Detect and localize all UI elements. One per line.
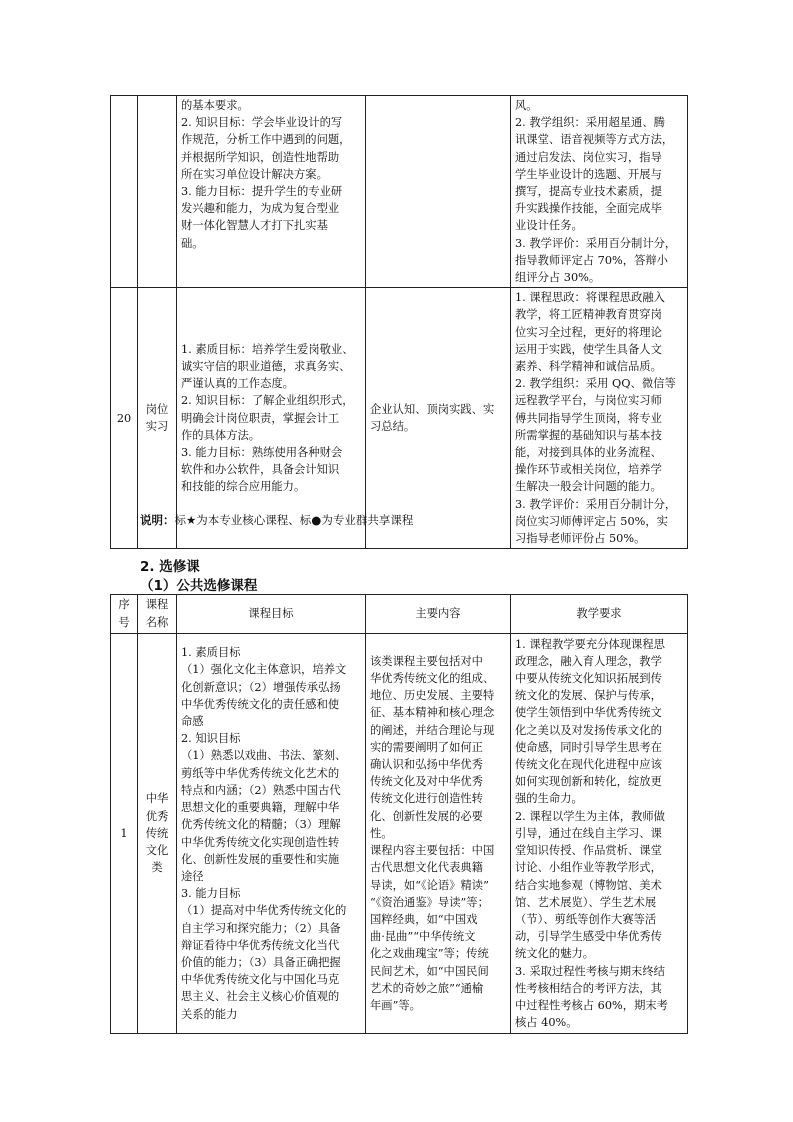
- text-line: 指导教师评定占 70%，答辩小: [515, 253, 668, 267]
- subsection-title: （1）公共选修课程: [140, 578, 258, 594]
- text-line: 发兴趣和能力，为成为复合型业: [181, 202, 340, 216]
- text-line: （1）熟悉以戏曲、书法、篆刻、: [181, 749, 347, 763]
- header-main-content: 主要内容: [366, 595, 511, 634]
- text-line: 通过启发法、岗位实习，指导: [515, 150, 662, 164]
- header-teaching-req: 教学要求: [511, 595, 688, 634]
- text-line: 性。: [370, 826, 393, 840]
- course-goal-cell: [177, 288, 366, 549]
- text-line: 运用于实践，使学生具备人文: [515, 342, 662, 356]
- text-line: 化、创新性发展的重要性和实施: [181, 852, 340, 866]
- note-text: 标★为本专业核心课程、标●为专业群共享课程: [174, 513, 414, 527]
- course-name-cell: [138, 634, 177, 1034]
- text-line: 傅共同指导学生顶岗，将专业: [515, 411, 662, 425]
- row-number-cell: [111, 96, 138, 288]
- text-line: 3. 教学评价：采用百分制计分，: [515, 236, 677, 250]
- text-line: 征、基本精神和核心理念: [370, 706, 495, 720]
- text-line: 组评分占 30%。: [515, 271, 601, 285]
- header-number: [111, 595, 138, 634]
- text-line: 价值的能力；（3）具备正确把握: [181, 955, 341, 969]
- text-line: 化之美以及对发扬传承文化的: [515, 723, 662, 737]
- text-line: 古代思想文化代表典籍: [370, 861, 483, 875]
- main-content-cell: [366, 288, 511, 549]
- text-line: 3. 能力目标：熟练使用各种财会: [181, 446, 343, 460]
- text-line: 华优秀传统文化的组成、: [370, 672, 495, 686]
- text-line: 风。: [515, 99, 538, 112]
- text-line: 2. 教学组织：采用超星通、腾: [515, 116, 665, 130]
- course-name-cell: [138, 288, 177, 549]
- course-goal-cell: [177, 96, 366, 288]
- text-line: 核占 40%。: [515, 1016, 578, 1030]
- text-line: 统文化的魅力。: [515, 947, 595, 961]
- text-line: 传统文化进行创造性转: [370, 792, 483, 806]
- text-line: 生解决一般会计问题的能力。: [515, 480, 662, 494]
- text-line: 该类课程主要包括对中: [370, 654, 483, 668]
- text-line: 所在实习单位设计解决方案。: [181, 167, 328, 181]
- text-line: 确认识和弘扬中华优秀: [370, 758, 483, 772]
- section-title: 2. 选修课: [140, 559, 200, 575]
- text-line: 实的需要阐明了如何正: [370, 740, 483, 754]
- course-name-cell: [138, 96, 177, 288]
- text-line: 化创新意识；（2）增强传承弘扬: [181, 680, 341, 694]
- text-line: 中华优秀传统文化的责任感和使: [181, 697, 340, 711]
- text-line: 途径: [181, 869, 204, 883]
- text-line: （1）强化文化主体意识，培养文: [181, 663, 347, 677]
- text-line: 中华: [145, 792, 169, 806]
- main-content-cell: [366, 96, 511, 288]
- text-line: 堂知识传授、作品赏析、课堂: [515, 844, 662, 858]
- text-line: 业设计任务。: [515, 219, 583, 233]
- text-line: 化之戏曲瑰宝”等；传统: [370, 947, 489, 961]
- text-line: 远程教学平台，与岗位实习师: [515, 394, 662, 408]
- text-line: 文化: [145, 844, 169, 858]
- text-line: 国粹经典，如“中国戏: [370, 912, 478, 926]
- text-line: 习指导老师评份占 50%。: [515, 532, 646, 546]
- course-goal-cell: [177, 634, 366, 1034]
- text-line: 结合实地参观（博物馆、美术: [515, 878, 662, 892]
- text-line: 础。: [181, 236, 204, 250]
- text-line: 学生毕业设计的选题、开展与: [515, 167, 662, 181]
- text-line: 化、创新性发展的必要: [370, 809, 483, 823]
- text-line: 序: [118, 598, 130, 611]
- text-line: 的基本要求。: [181, 99, 249, 112]
- text-line: 作规范，分析工作中遇到的问题，: [181, 133, 351, 147]
- text-line: 传统文化在现代化进程中应该: [515, 758, 662, 772]
- main-content-cell: [366, 634, 511, 1034]
- text-line: 传统文化及对中华优秀: [370, 775, 483, 789]
- header-course-name: [138, 595, 177, 634]
- text-line: 使命感，同时引导学生思考在: [515, 740, 662, 754]
- text-line: 严谨认真的工作态度。: [181, 377, 294, 391]
- text-line: 3. 能力目标: [181, 887, 241, 901]
- text-line: 操作环节或相关岗位，培养学: [515, 463, 662, 477]
- text-line: 自主学习和探究能力；（2）具备: [181, 921, 341, 935]
- text-line: 习总结。: [370, 420, 416, 434]
- text-line: 1. 素质目标: [181, 646, 241, 660]
- text-line: 明确会计岗位职责，掌握会计工: [181, 411, 340, 425]
- teaching-req-cell: [511, 288, 688, 549]
- text-line: 中华优秀传统文化与中国化马克: [181, 973, 340, 987]
- text-line: 如何实现创新和转化，绽放更: [515, 775, 662, 789]
- text-line: 中过程性考核占 60%，期末考: [515, 998, 668, 1012]
- text-line: 馆、艺术展览）、学生艺术展: [515, 895, 657, 909]
- text-line: 软件和办公软件，具备会计知识: [181, 463, 340, 477]
- text-line: 传统: [145, 826, 169, 840]
- text-line: 课程内容主要包括：中国: [370, 844, 495, 858]
- text-line: （1）提高对中华优秀传统文化的: [181, 904, 347, 918]
- text-line: 1. 课程教学要充分体现课程思: [515, 637, 665, 651]
- text-line: 剪纸等中华优秀传统文化艺术的: [181, 766, 340, 780]
- text-line: 思主义、社会主义核心价值观的: [181, 990, 340, 1004]
- text-line: 3. 教学评价：采用百分制计分，: [515, 497, 677, 511]
- text-line: 性考核相结合的考评方法，其: [515, 981, 662, 995]
- text-line: 所需掌握的基础知识与基本技: [515, 428, 662, 442]
- text-line: 统文化的发展、保护与传承，: [515, 689, 662, 703]
- text-line: 2. 知识目标：学会毕业设计的写: [181, 116, 343, 130]
- text-line: 讨论、小组作业等教学形式，: [515, 861, 662, 875]
- text-line: 号: [118, 616, 130, 629]
- text-line: 财一体化智慧人才打下扎实基: [181, 219, 328, 233]
- text-line: 2. 知识目标: [181, 732, 241, 746]
- note-label: 说明：: [140, 513, 175, 527]
- text-line: 位实习全过程，更好的将理论: [515, 325, 662, 339]
- text-line: 课程: [145, 598, 169, 611]
- text-line: 使学生领悟到中华优秀传统文: [515, 706, 662, 720]
- table-row: [111, 96, 688, 288]
- text-line: 地位、历史发展、主要特: [370, 689, 495, 703]
- text-line: 作的具体方法。: [181, 428, 261, 442]
- text-line: 撰写，提高专业技术素质，提: [515, 185, 662, 199]
- teaching-req-cell: [511, 634, 688, 1034]
- text-line: 并根据所学知识，创造性地帮助: [181, 150, 340, 164]
- elective-course-table: [110, 594, 688, 1034]
- text-line: 政理念，融入育人理念，教学: [515, 654, 662, 668]
- text-line: 中华优秀传统文化实现创造性转: [181, 835, 340, 849]
- text-line: 3. 能力目标：提升学生的专业研: [181, 185, 343, 199]
- text-line: 特点和内涵；（2）熟悉中国古代: [181, 783, 341, 797]
- text-line: 2. 教学组织：采用 QQ、微信等: [515, 377, 676, 391]
- text-line: 能，对接到具体的业务流程、: [515, 446, 662, 460]
- text-line: 优秀传统文化的精髓；（3）理解: [181, 818, 341, 832]
- text-line: 讯课堂、语音视频等方式方法，: [515, 133, 674, 147]
- text-line: 实习: [145, 420, 169, 434]
- teaching-req-cell: [511, 96, 688, 288]
- table-row: [111, 288, 688, 549]
- text-line: 名称: [145, 616, 169, 629]
- text-line: 思想文化的重要典籍，理解中华: [181, 801, 340, 815]
- text-line: 2. 课程以学生为主体，教师做: [515, 809, 665, 823]
- text-line: 民间艺术，如“中国民间: [370, 964, 489, 978]
- table-header-row: [111, 595, 688, 634]
- row-number-cell: 1: [111, 634, 138, 1034]
- text-line: 素养、科学精神和诚信品质。: [515, 360, 662, 374]
- text-line: 强的生命力。: [515, 792, 583, 806]
- text-line: 岗位: [145, 403, 169, 417]
- table-note: [140, 512, 413, 528]
- text-line: 教学，将工匠精神教育贯穿岗: [515, 308, 662, 322]
- text-line: 岗位实习师傅评定占 50%，实: [515, 514, 668, 528]
- text-line: 引导，通过在线自主学习、课: [515, 826, 662, 840]
- text-line: 中要从传统文化知识拓展到传: [515, 672, 662, 686]
- course-table-continued: [110, 95, 688, 549]
- table-row: [111, 634, 688, 1034]
- text-line: 类: [151, 861, 163, 875]
- text-line: 优秀: [145, 809, 169, 823]
- row-number-cell: 20: [111, 288, 138, 549]
- text-line: 命感: [181, 715, 204, 729]
- text-line: 升实践操作技能，全面完成毕: [515, 202, 662, 216]
- text-line: 艺术的奇妙之旅”“通榆: [370, 981, 484, 995]
- text-line: 曲·昆曲”“中华传统文: [370, 930, 476, 944]
- text-line: 1. 课程思政：将课程思政融入: [515, 291, 665, 305]
- text-line: 3. 采取过程性考核与期末终结: [515, 964, 665, 978]
- text-line: “《资治通鉴》导读”等；: [370, 895, 489, 909]
- text-line: 动，引导学生感受中华优秀传: [515, 930, 662, 944]
- text-line: 2. 知识目标：了解企业组织形式，: [181, 394, 354, 408]
- text-line: 和技能的综合应用能力。: [181, 480, 306, 494]
- text-line: 1. 素质目标：培养学生爱岗敬业、: [181, 342, 354, 356]
- text-line: 的阐述，并结合理论与现: [370, 723, 495, 737]
- header-course-goal: 课程目标: [177, 595, 366, 634]
- text-line: 年画”等。: [370, 998, 421, 1012]
- text-line: 辩证看待中华优秀传统文化当代: [181, 938, 340, 952]
- text-line: 企业认知、顶岗实践、实: [370, 403, 495, 417]
- text-line: （节）、剪纸等创作大赛等活: [515, 912, 657, 926]
- text-line: 诚实守信的职业道德，求真务实、: [181, 360, 351, 374]
- text-line: 导读，如“《论语》精读”: [370, 878, 489, 892]
- text-line: 关系的能力: [181, 1007, 238, 1021]
